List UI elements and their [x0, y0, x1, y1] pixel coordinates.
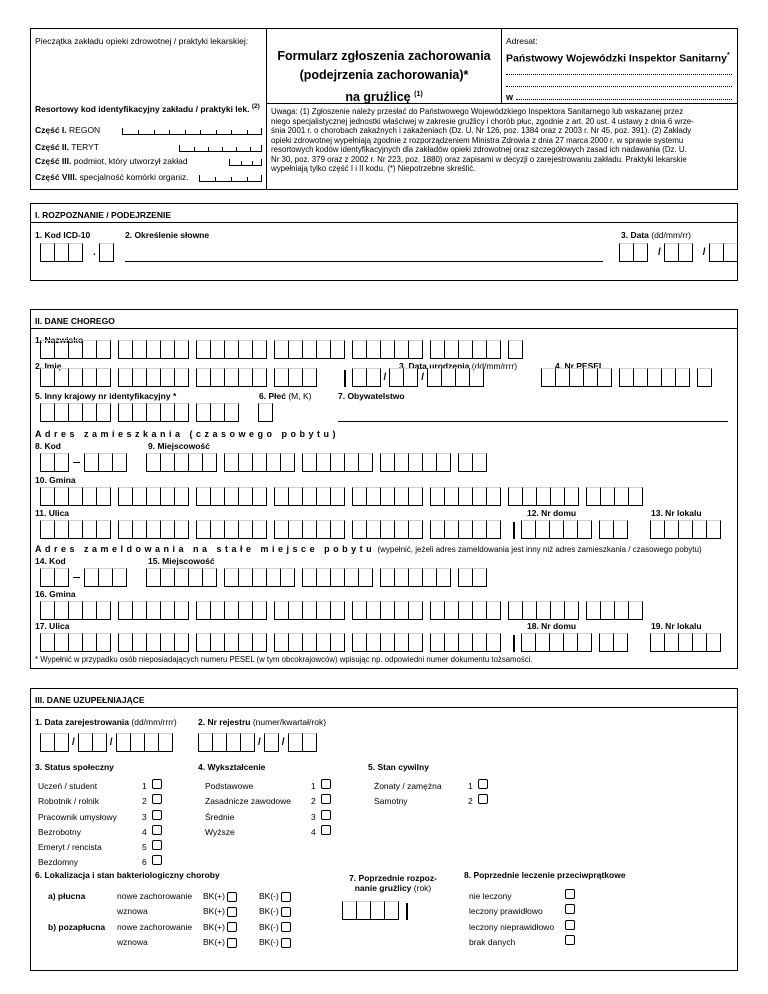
bk-plus[interactable]: BK(+) [203, 889, 259, 904]
addr-temp-heading: Adres zamieszkania (czasowego pobytu) [35, 429, 340, 439]
flat19-boxes[interactable] [650, 633, 721, 652]
flat13-label: 13. Nr lokalu [651, 508, 702, 518]
treat-option[interactable]: leczony prawidłowo [469, 904, 575, 919]
bk-plus[interactable]: BK(+) [203, 904, 259, 919]
gmina16-boxes[interactable] [40, 601, 643, 620]
stamp-divider [266, 28, 267, 190]
part2-label: Część II. TERYT [35, 142, 99, 152]
birth-label: 3. Data urodzenia (dd/mm/rrrr) [399, 361, 518, 371]
teryt-ticks[interactable] [179, 145, 262, 152]
section2-title-rule [30, 328, 738, 329]
edu-checkbox[interactable] [321, 810, 331, 820]
status-title: 3. Status społeczny [35, 762, 114, 772]
civil-title: 5. Stan cywilny [368, 762, 429, 772]
status-checkbox[interactable] [152, 855, 162, 865]
prev-title: 7. Poprzednie rozpoz- nanie gruźlicy (rok) [349, 873, 437, 893]
birth-boxes[interactable]: / / [338, 368, 484, 387]
stamp-label: Pieczątka zakładu opieki zdrowotnej / praktyki lekarskiej: [35, 36, 249, 46]
loc-b-label: b) pozapłucna [48, 921, 106, 932]
status-checkbox[interactable] [152, 825, 162, 835]
loc-a-label: a) płucna [48, 891, 86, 901]
treat-checkbox[interactable] [565, 935, 575, 945]
house18-label: 18. Nr domu [527, 621, 577, 631]
sex-box[interactable] [258, 403, 273, 422]
icd-label: 1. Kod ICD-10 [35, 230, 91, 240]
loc-title: 6. Lokalizacja i stan bakteriologiczny choroby [35, 870, 220, 880]
status-list [38, 779, 162, 871]
title-line3: na gruźlicę $^{(1)}$ [345, 90, 423, 105]
edu-option[interactable]: Średnie 3 [205, 810, 331, 825]
title-line2: (podejrzenia zachorowania)* [299, 68, 469, 82]
city9-boxes[interactable] [146, 453, 487, 472]
civil-checkbox[interactable] [478, 779, 488, 789]
icd-boxes[interactable]: . [40, 243, 114, 262]
treat-checkbox[interactable] [565, 920, 575, 930]
bk-minus[interactable]: BK(-) [259, 904, 291, 919]
reg-nr-boxes[interactable]: / / [198, 733, 317, 752]
edu-checkbox[interactable] [321, 779, 331, 789]
surname-label: 1. Nazwisko [35, 335, 84, 345]
part8-label: Część VIII. specjalność komórki organiz. [35, 172, 189, 182]
treat-checkbox[interactable] [565, 889, 575, 899]
section2-footnote: * Wypełnić w przypadku osób nieposiadających numeru PESEL (w tym obcokrajowców) wpisując np. odpowiedni numer dokumentu tożsamości. [35, 655, 533, 664]
gmina10-boxes[interactable] [40, 487, 643, 506]
edu-title: 4. Wykształcenie [198, 762, 266, 772]
treat-option[interactable]: brak danych [469, 935, 575, 950]
form-title [268, 47, 500, 107]
gmina10-label: 10. Gmina [35, 475, 76, 485]
edu-option[interactable]: Zasadnicze zawodowe 2 [205, 794, 331, 809]
treat-option[interactable]: nie leczony [469, 889, 575, 904]
status-option[interactable]: Uczeń / student 1 [38, 779, 162, 794]
section2-title: II. DANE CHOREGO [35, 316, 115, 326]
city15-label: 15. Miejscowość [148, 556, 215, 566]
flat19-label: 19. Nr lokalu [651, 621, 702, 631]
gmina16-label: 16. Gmina [35, 589, 76, 599]
desc-line[interactable] [125, 261, 603, 262]
reg-date-label: 1. Data zarejestrowania (dd/mm/rrrr) [35, 717, 177, 727]
street11-label: 11. Ulica [35, 508, 70, 518]
loc-grid: a) płucna nowe zachorowanie BK(+) BK(-) wznowa BK(+) BK(-) b) pozapłucna nowe zachorowanie BK(+) BK(-) wznowa BK(+) BK(-) [48, 889, 291, 950]
treat-checkbox[interactable] [565, 904, 575, 914]
addressee-line2 [506, 86, 732, 87]
part1-label: Część I. REGON [35, 125, 101, 135]
section3-title: III. DANE UZUPEŁNIAJĄCE [35, 695, 145, 705]
regon-ticks[interactable] [122, 128, 262, 135]
resort-label: Resortowy kod identyfikacyjny zakładu / praktyki lek. $^{(2)}$ [35, 103, 260, 114]
code8-label: 8. Kod [35, 441, 61, 451]
status-option[interactable]: Robotnik / rolnik 2 [38, 794, 162, 809]
desc-label: 2. Określenie słowne [125, 230, 210, 240]
civil-option[interactable]: Żonaty / zamężna 1 [374, 779, 488, 794]
treat-title: 8. Poprzednie leczenie przeciwprątkowe [464, 870, 626, 880]
house18-boxes[interactable] [507, 633, 628, 652]
status-option[interactable]: Bezrobotny 4 [38, 825, 162, 840]
title-line1: Formularz zgłoszenia zachorowania [277, 49, 491, 63]
addressee-name: Państwowy Wojewódzki Inspektor Sanitarny* [506, 52, 730, 65]
section1-title: I. ROZPOZNANIE / PODEJRZENIE [35, 210, 172, 220]
part3-label: Część III. podmiot, który utworzył zakład [35, 156, 188, 166]
bk-minus[interactable]: BK(-) [259, 935, 291, 950]
code8-boxes[interactable] [40, 453, 127, 472]
w-line[interactable] [516, 99, 732, 100]
w-label: w [506, 92, 514, 102]
status-checkbox[interactable] [152, 794, 162, 804]
addressee-divider [501, 28, 502, 103]
surname-boxes[interactable] [40, 340, 523, 359]
city15-boxes[interactable] [146, 568, 487, 587]
street17-boxes[interactable] [40, 633, 501, 652]
sex-label: 6. Płeć (M, K) [259, 391, 312, 401]
civil-option[interactable]: Samotny 2 [374, 794, 488, 809]
date-label: 3. Data (dd/mm/rr) [621, 230, 691, 240]
pesel-boxes[interactable] [541, 368, 712, 387]
addressee-label: Adresat: [506, 36, 538, 46]
civil-checkbox[interactable] [478, 794, 488, 804]
other-id-label: 5. Inny krajowy nr identyfikacyjny * [35, 391, 177, 401]
edu-option[interactable]: Podstawowe 1 [205, 779, 331, 794]
status-checkbox[interactable] [152, 779, 162, 789]
citizenship-line[interactable] [338, 421, 728, 422]
status-option[interactable]: Bezdomny 6 [38, 855, 162, 870]
status-option[interactable]: Emeryt / rencista 5 [38, 840, 162, 855]
citizenship-label: 7. Obywatelstwo [338, 391, 405, 401]
addr-perm-heading: Adres zameldowania na stałe miejsce pobytu (wypełnić, jeżeli adres zameldowania jest inny niż adres zamieszkania / czasowego pobytu) [35, 544, 702, 554]
status-checkbox[interactable] [152, 810, 162, 820]
street17-label: 17. Ulica [35, 621, 70, 631]
civil-list [374, 779, 488, 810]
edu-list [205, 779, 331, 840]
part3-ticks[interactable] [229, 159, 262, 166]
house12-boxes[interactable] [507, 520, 628, 539]
edu-option[interactable]: Wyższe 4 [205, 825, 331, 840]
status-option[interactable]: Pracownik umysłowy 3 [38, 810, 162, 825]
edu-checkbox[interactable] [321, 825, 331, 835]
treat-option[interactable]: leczony nieprawidłowo [469, 920, 575, 935]
reg-date-boxes[interactable]: / / [40, 733, 173, 752]
code14-label: 14. Kod [35, 556, 66, 566]
prev-year-boxes[interactable] [342, 901, 408, 920]
bk-plus[interactable]: BK(+) [203, 935, 259, 950]
other-id-boxes[interactable] [40, 403, 239, 422]
reg-nr-label: 2. Nr rejestru (numer/kwartał/rok) [198, 717, 327, 727]
treat-list [469, 889, 575, 950]
date-boxes[interactable]: / / [619, 243, 738, 262]
flat13-boxes[interactable] [650, 520, 721, 539]
city9-label: 9. Miejscowość [148, 441, 210, 451]
part8-ticks[interactable] [199, 175, 262, 182]
name-label: 2. Imię [35, 361, 62, 371]
section1-title-rule [30, 222, 738, 223]
note-text: Uwaga: (1) Zgłoszenie należy przesłać do Państwowego Wojewódzkiego Inspektora Sanitarnego lub wskazanej przez niego specjalistycznej jednostki właściwej w zakresie gruźlicy i chorób płuc, zgodnie z art. 20 ust. 4 ustawy z dnia 6 wrze- śnia 2001 r. o chorobach zakaźnych i zakażeniach (Dz. U. Nr 126, poz. 1384 oraz z 2003 r. Nr 45, poz. 391). (2) Zakłady opieki zdrowotnej wypełniają zgodnie z rozporządzeniem Ministra Zdrowia z dnia 27 marca 2000 r. w sprawie systemu resortowych kodów identyfikacyjnych dla zakładów opieki zdrowotnej oraz szczegółowych zasad ich nadawania (Dz. U. Nr 30, poz. 379 oraz z 2002 r. Nr 223, poz. 1880) oraz zapisami w decyzji o zarejestrowaniu zakładu. Praktyki lekarskie wypełniają tylko część I i II kodu. (*) Niepotrzebne skreślić. [271, 107, 694, 173]
bk-plus[interactable]: BK(+) [203, 920, 259, 935]
house12-label: 12. Nr domu [527, 508, 577, 518]
street11-boxes[interactable] [40, 520, 501, 539]
pesel-label: 4. Nr PESEL [555, 361, 605, 371]
addressee-line1 [506, 74, 732, 75]
edu-checkbox[interactable] [321, 794, 331, 804]
section3-title-rule [30, 707, 738, 708]
name-boxes[interactable] [40, 368, 317, 387]
bk-minus[interactable]: BK(-) [259, 920, 291, 935]
code14-boxes[interactable] [40, 568, 127, 587]
bk-minus[interactable]: BK(-) [259, 889, 291, 904]
status-checkbox[interactable] [152, 840, 162, 850]
